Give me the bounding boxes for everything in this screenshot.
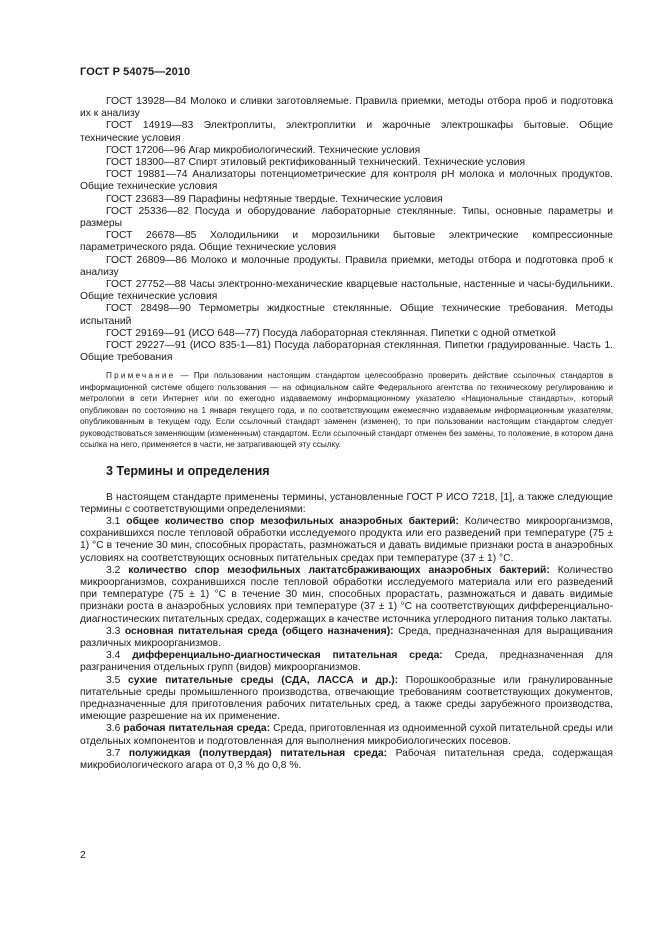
term-name: полужидкая (полутвердая) питательная среда: [128,747,388,759]
references-list [80,96,613,364]
reference-item: ГОСТ 19881—74 Анализаторы потенциометрические для контроля рН молока и молочных продуктов. Общие технические условия [80,169,613,193]
term-number: 3.7 [106,747,121,759]
term-name: количество спор мезофильных лактатсбраживающих анаэробных бактерий: [128,564,550,576]
reference-item: ГОСТ 18300—87 Спирт этиловый ректификованный технический. Технические условия [106,157,526,169]
section-intro: В настоящем стандарте применены термины, установленные ГОСТ Р ИСО 7218, [1], а также следующие термины с соответствующими определениями: [80,491,613,515]
reference-item: ГОСТ 13928—84 Молоко и сливки заготовляемые. Правила приемки, методы отбора проб и подготовка их к анализу [80,96,613,120]
reference-item: ГОСТ 26809—86 Молоко и молочные продукты. Правила приемки, методы отбора и подготовка проб к анализу [80,254,613,278]
document-header: ГОСТ Р 54075—2010 [80,66,191,78]
reference-item: ГОСТ 14919—83 Электроплиты, электроплитки и жарочные электрошкафы бытовые. Общие технические условия [80,120,613,144]
reference-item: ГОСТ 23683—89 Парафины нефтяные твердые. Технические условия [106,193,443,205]
term-definition: Порошкообразные или гранулированные питательные среды промышленного производства, отвечающие требованиям соответствующих документов, предназначенные для приготовления рабочих питательных сред, а также среды зарубежного производства, имеющие разрешение на их применение. [80,674,613,723]
term-item [80,675,613,724]
reference-note [80,370,613,450]
term-name: рабочая питательная среда: [123,723,271,735]
term-number: 3.1 [106,515,121,527]
term-name: общее количество спор мезофильных анаэробных бактерий: [126,515,459,527]
reference-item: ГОСТ 27752—88 Часы электронно-механические кварцевые настольные, настенные и часы-будильники. Общие технические условия [80,279,613,303]
term-number: 3.2 [106,564,121,576]
term-item [80,723,613,747]
page-number: 2 [80,849,86,861]
term-definition: Среда, предназначенная для выращивания различных микроорганизмов. [80,625,613,649]
term-definition: Среда, предназначенная для разграничения отдельных групп (видов) микроорганизмов. [80,650,613,674]
term-item [80,748,613,772]
note-label: Примечание [106,371,176,381]
term-item [80,650,613,674]
reference-item: ГОСТ 25336—82 Посуда и оборудование лабораторные стеклянные. Типы, основные параметры и размеры [80,205,613,230]
term-number: 3.3 [106,625,121,637]
terms-list [80,516,613,772]
term-number: 3.6 [106,723,121,735]
reference-item: ГОСТ 29169—91 (ИСО 648—77) Посуда лабораторная стеклянная. Пипетки с одной отметкой [106,327,556,339]
term-definition: Среда, приготовленная из одноименной сухой питательной среды или отдельных компонентов и подготовленная для выполнения микробиологических посевов. [80,723,613,747]
reference-item: ГОСТ 17206—96 Агар микробиологический. Технические условия [106,144,421,156]
term-number: 3.4 [106,650,121,662]
term-definition: Количество микроорганизмов, сохранившихся после тепловой обработки исследуемого материала или его разведений при температуре (75 ± 1) °С в течение 30 мин, способных прорастать, размножаться и давать видимые признаки роста в анаэробных условиях при температуре (37 ± 1) °С на соответствующих дифференциально-диагностических питательных средах, содержащих в качестве источника углеродного питания только лактаты. [80,564,613,625]
term-item [80,565,613,626]
term-item [80,516,613,565]
note-text: — При пользовании настоящим стандартом целесообразно проверить действие ссылочных стандартов в информационной системе общего пользования — на официальном сайте Федерального агентства по техническому регулированию и метрологии в сети Интернет или по ежегодно издаваемому информационному указателю «Национальные стандарты», который опубликован по состоянию на 1 января текущего года, и по соответствующим ежемесячно издаваемым информационным указателям, опубликованным в текущем году. Если ссылочный стандарт заменен (изменен), то при пользовании настоящим стандартом следует руководствоваться заменяющим (измененным) стандартом. Если ссылочный стандарт отменен без замены, то положение, в котором дана ссылка на него, применяется в части, не затрагивающей эту ссылку. [80,371,613,449]
section-title: 3 Термины и определения [106,464,270,479]
term-definition: Количество микроорганизмов, сохранившихся после тепловой обработки исследуемого продукта или его разведений при температуре (75 ± 1) °С в течение 30 мин, способных прорастать, размножаться и давать видимые признаки роста в анаэробных условиях на соответствующих основных питательных средах при температуре (37 ± 1) °С. [80,515,613,564]
reference-item: ГОСТ 28498—90 Термометры жидкостные стеклянные. Общие технические требования. Методы испытаний [80,303,613,327]
term-name: основная питательная среда (общего назначения): [124,625,394,637]
reference-item: ГОСТ 26678—85 Холодильники и морозильники бытовые электрические компрессионные параметрического ряда. Общие технические условия [80,230,613,254]
term-name: сухие питательные среды (СДА, ЛАССА и др.): [128,674,399,686]
reference-item: ГОСТ 29227—91 (ИСО 835-1—81) Посуда лабораторная стеклянная. Пипетки градуированные. Часть 1. Общие требования [80,340,613,364]
document-body [80,96,613,772]
term-name: дифференциально-диагностическая питательная среда: [132,650,443,662]
term-number: 3.5 [106,674,121,686]
term-definition: Рабочая питательная среда, содержащая микробиологического агара от 0,3 % до 0,8 %. [80,747,613,771]
term-item [80,626,613,650]
